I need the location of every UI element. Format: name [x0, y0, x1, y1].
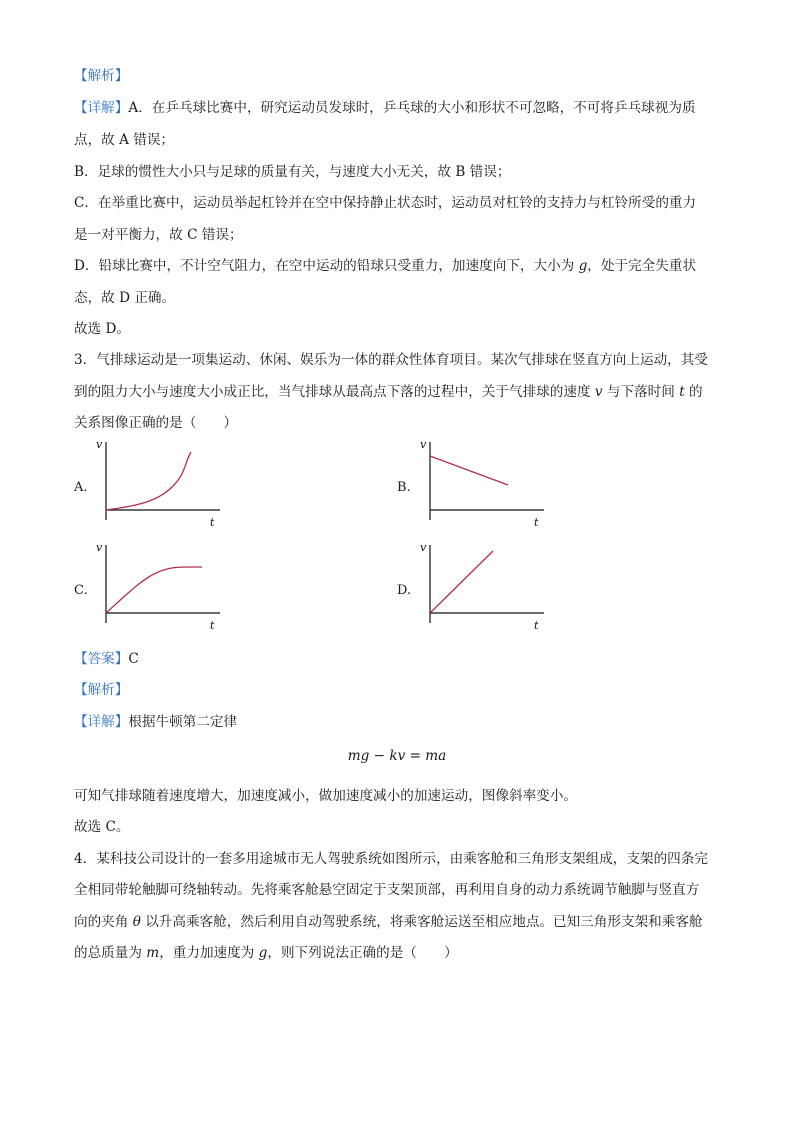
q3-explain: 可知气排球随着速度增大，加速度减小，做加速度减小的加速运动，图像斜率变小。 [74, 788, 577, 804]
detail-tag: 【详解】 [74, 100, 129, 116]
option-d-graph [420, 535, 556, 635]
q3-conclusion: 故选 C。 [74, 819, 130, 835]
q2-detail-a-1: A．在乒乓球比赛中，研究运动员发球时，乒乓球的大小和形状不可忽略，不可将乒乓球视为质 [128, 100, 696, 116]
q4-stem-4b: ，重力加速度为 [159, 945, 259, 961]
var-g-2: g [258, 945, 268, 961]
x-axis-label: t [210, 619, 215, 632]
formula: mg − kv = ma [347, 748, 447, 764]
answer-tag: 【答案】 [74, 651, 129, 667]
q2-line-d-1 [74, 256, 696, 276]
q3-stem-3: 关系图像正确的是（ ） [74, 415, 238, 431]
option-c-label: C. [74, 583, 88, 598]
q3-stem-1: 3．气排球运动是一项集运动、休闲、娱乐为一体的群众性体育项目。某次气排球在竖直方向上运动，其受 [74, 352, 708, 368]
q2-line-d-2: 态，故 D 正确。 [74, 290, 176, 306]
q2-detail-a-2: 点，故 A 错误； [74, 132, 175, 148]
x-axis-label: t [534, 619, 539, 632]
q2-line-b: B．足球的惯性大小只与足球的质量有关，与速度大小无关，故 B 错误； [74, 164, 511, 180]
q3-detail-line [74, 712, 237, 732]
q4-stem-2: 全相同带轮触脚可绕轴转动。先将乘客舱悬空固定于支架顶部，再利用自身的动力系统调节触脚与竖直方 [74, 882, 700, 898]
q2-line-d-1b: ，处于完全失重状 [587, 258, 697, 274]
option-d-label: D. [397, 583, 412, 598]
x-axis-label: t [210, 516, 215, 529]
y-axis-label: v [420, 541, 427, 554]
detail-tag-2: 【详解】 [74, 714, 129, 730]
var-theta: θ [132, 914, 141, 930]
var-v: v [594, 384, 603, 400]
q4-stem-3a: 向的夹角 [74, 914, 133, 930]
q2-line-c-1: C．在举重比赛中，运动员举起杠铃并在空中保持静止状态时，运动员对杠铃的支持力与杠铃所受的重力 [74, 195, 697, 211]
curve-c [106, 567, 202, 613]
option-b-label: B. [397, 480, 411, 495]
answer-line [74, 649, 139, 669]
q2-conclusion: 故选 D。 [74, 321, 131, 337]
q4-stem-4a: 的总质量为 [74, 945, 147, 961]
option-a-graph [96, 432, 232, 532]
y-axis-label: v [96, 438, 103, 451]
q3-stem-2c: 的 [684, 384, 703, 400]
var-g: g [578, 258, 588, 274]
q4-stem-1: 4．某科技公司设计的一套多用途城市无人驾驶系统如图所示，由乘客舱和三角形支架组成，支架的四条完 [74, 851, 708, 867]
q4-stem-4 [74, 943, 458, 963]
q2-line-c-2: 是一对平衡力，故 C 错误； [74, 227, 243, 243]
option-c-graph [96, 535, 232, 635]
option-b-graph [420, 432, 556, 532]
q2-line-d-1a: D．铅球比赛中，不计空气阻力，在空中运动的铅球只受重力，加速度向下，大小为 [74, 258, 579, 274]
y-axis-label: v [96, 541, 103, 554]
q4-stem-3b: 以升高乘客舱，然后利用自动驾驶系统，将乘客舱运送至相应地点。已知三角形支架和乘客舱 [140, 914, 703, 930]
x-axis-label: t [534, 516, 539, 529]
var-m: m [146, 945, 160, 961]
q4-stem-4c: ，则下列说法正确的是（ ） [267, 945, 458, 961]
q2-detail-line-1 [74, 98, 696, 118]
q3-stem-2a: 到的阻力大小与速度大小成正比，当气排球从最高点下落的过程中，关于气排球的速度 [74, 384, 595, 400]
q3-stem-2b: 与下落时间 [602, 384, 680, 400]
line-d [430, 551, 493, 613]
q4-stem-3 [74, 912, 703, 932]
option-a-label: A. [74, 480, 88, 495]
line-b [430, 456, 508, 485]
var-t: t [679, 384, 685, 400]
analysis-tag: 【解析】 [74, 68, 129, 84]
y-axis-label: v [420, 438, 427, 451]
answer-value: C [128, 651, 139, 667]
analysis-tag-2: 【解析】 [74, 682, 129, 698]
q3-detail: 根据牛顿第二定律 [128, 714, 238, 730]
curve-a [106, 452, 191, 510]
q3-stem-2 [74, 382, 703, 402]
